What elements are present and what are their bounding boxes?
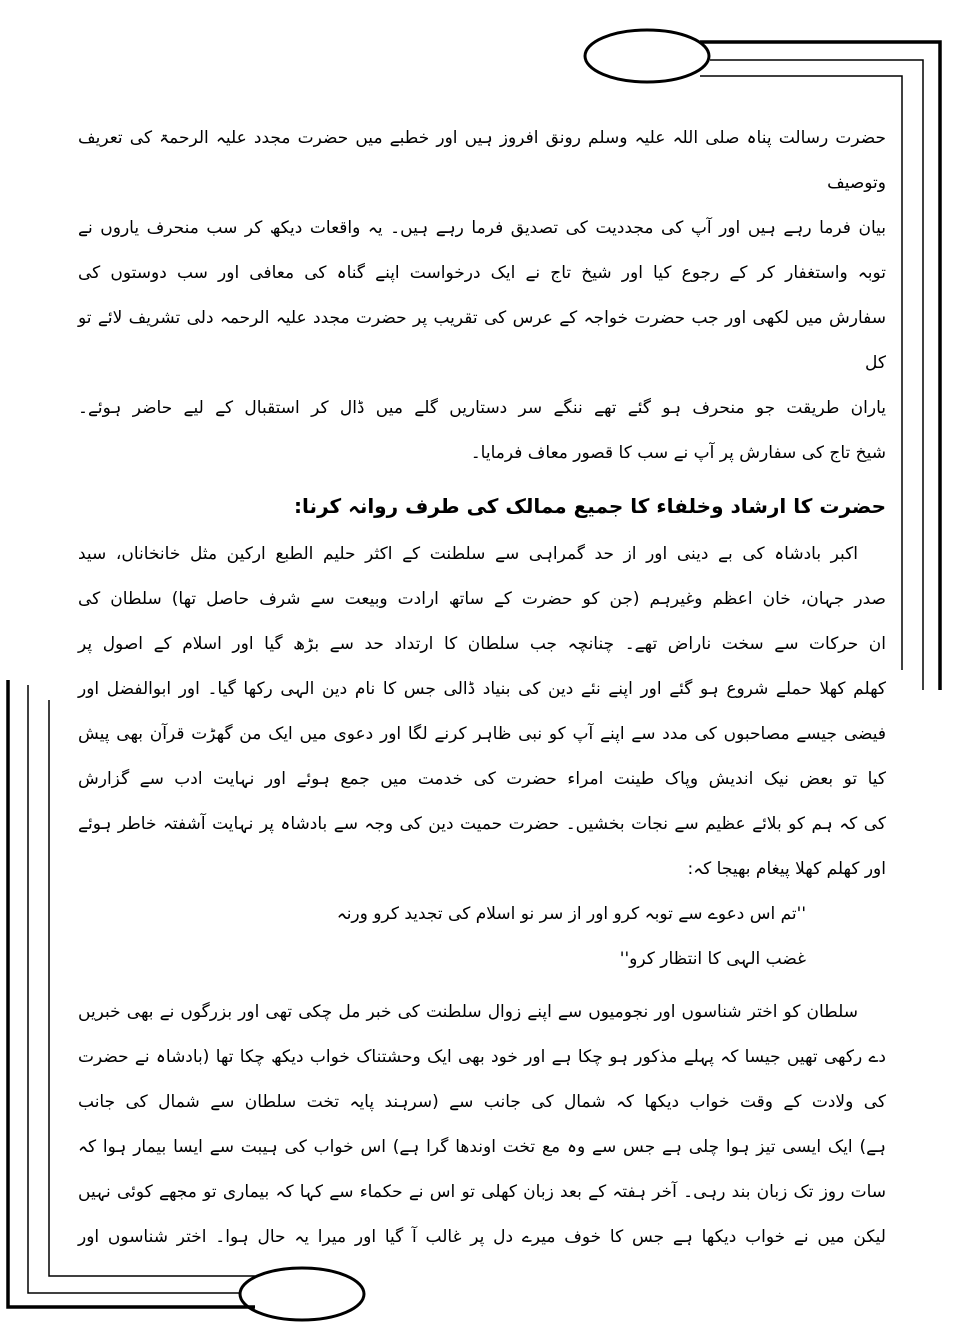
text-line: دے رکھی تھیں جیسا کہ پہلے مذکور ہو چکا ہے اور خود بھی ایک وحشتناک خواب دیکھ چکا تھا (بادشاہ نے حضرت bbox=[78, 1047, 886, 1067]
document-body bbox=[78, 116, 886, 1260]
text-line: یاران طریقت جو منحرف ہو گئے تھے ننگے سر دستاریں گلے میں ڈال کر استقبال کے لیے حاضر ہوئے۔ bbox=[78, 398, 886, 418]
text-line: بیان فرما رہے ہیں اور آپ کی مجددیت کی تصدیق فرما رہے ہیں۔ یہ واقعات دیکھ کر سب منحرف یاروں نے bbox=[78, 218, 886, 238]
text-line: اور کھلم کھلا پیغام بھیجا کہ: bbox=[687, 859, 886, 879]
text-line: سات روز تک زبان بند رہی۔ آخر ہفتہ کے بعد زبان کھلی تو اس نے حکماء سے کہا کہ بیماری تو مجھے کوئی نہیں bbox=[78, 1182, 886, 1202]
top-oval-ornament bbox=[585, 30, 709, 82]
text-line: فیضی جیسے مصاحبوں کی مدد سے اپنے آپ کو نبی ظاہر کرنے لگا اور دعوی میں ایک من گھڑت قرآن بھی پیش bbox=[78, 724, 886, 744]
text-line: کیا تو بعض نیک اندیش وپاک طینت امراء حضرت کی خدمت میں جمع ہوئے اور نہایت ادب سے گزارش bbox=[78, 769, 886, 789]
text-line: کی ولادت کے وقت خواب دیکھا کہ شمال کی جانب سے (سرہند پایہ تخت سلطان سے شمال کی جانب bbox=[78, 1092, 886, 1112]
quote-line: غضب الہی کا انتظار کرو'' bbox=[619, 949, 806, 969]
text-line: اکبر بادشاہ کی بے دینی اور از حد گمراہی سے سلطنت کے اکثر حلیم الطبع ارکین مثل خانخاناں، سید bbox=[78, 544, 858, 564]
bottom-oval-ornament bbox=[240, 1268, 364, 1320]
text-line: ان حرکات سے سخت ناراض تھے۔ چنانچہ جب سلطان کا ارتداد حد سے بڑھ گیا اور اسلام کے اصول پر bbox=[78, 634, 886, 654]
text-line: شیخ تاج کی سفارش پر آپ نے سب کا قصور معاف فرمایا۔ bbox=[470, 443, 886, 463]
section-heading: حضرت کا ارشاد وخلفاء کا جمیع ممالک کی طرف روانہ کرنا: bbox=[294, 494, 886, 518]
text-line: توبہ واستغفار کر کے رجوع کیا اور شیخ تاج نے ایک درخواست اپنے گناہ کی معافی اور سب دوستوں کی bbox=[78, 263, 886, 283]
text-line: کھلم کھلا حملے شروع ہو گئے اور اپنے نئے دین کی بنیاد ڈالی جس کا نام دین الہی رکھا گیا۔ اور ابوالفضل اور bbox=[78, 679, 886, 699]
quote-line: ''تم اس دعوے سے توبہ کرو اور از سر نو اسلام کی تجدید کرو ورنہ bbox=[336, 904, 806, 924]
text-line: صدر جہان، خان اعظم وغیرہم (جن کو حضرت کے ساتھ ارادت وبیعت سے شرف حاصل تھا) سلطان کی bbox=[78, 589, 886, 609]
text-line: سلطان کو اختر شناسوں اور نجومیوں سے اپنے زوال سلطنت کی خبر مل چکی تھی اور بزرگوں نے بھی خبریں bbox=[78, 1002, 858, 1022]
text-line: ہے) ایک ایسی تیز ہوا چلی ہے جس سے وہ مع تخت اوندھا گرا ہے) اس خواب کی ہیبت سے ایسا بیمار ہوا کہ bbox=[78, 1137, 886, 1157]
paragraph-gap bbox=[78, 982, 886, 990]
text-line: سفارش میں لکھی اور جب حضرت خواجہ کے عرس کی تقریب پر حضرت مجدد علیہ الرحمہ دلی تشریف لائے تو کل bbox=[78, 308, 886, 373]
text-line: لیکن میں نے خواب دیکھا ہے جس کا خوف میرے دل پر غالب آ گیا اور میرا یہ حال ہوا۔ اختر شناسوں اور bbox=[78, 1227, 886, 1247]
text-line: کی کہ ہم کو بلائے عظیم سے نجات بخشیں۔ حضرت حمیت دین کی وجہ سے بادشاہ پر نہایت آشفتہ خاطر ہوئے bbox=[78, 814, 886, 834]
text-line: حضرت رسالت پناہ صلی اللہ علیہ وسلم رونق افروز ہیں اور خطبے میں حضرت مجدد علیہ الرحمۃ کی تعریف وتوصیف bbox=[78, 128, 886, 193]
